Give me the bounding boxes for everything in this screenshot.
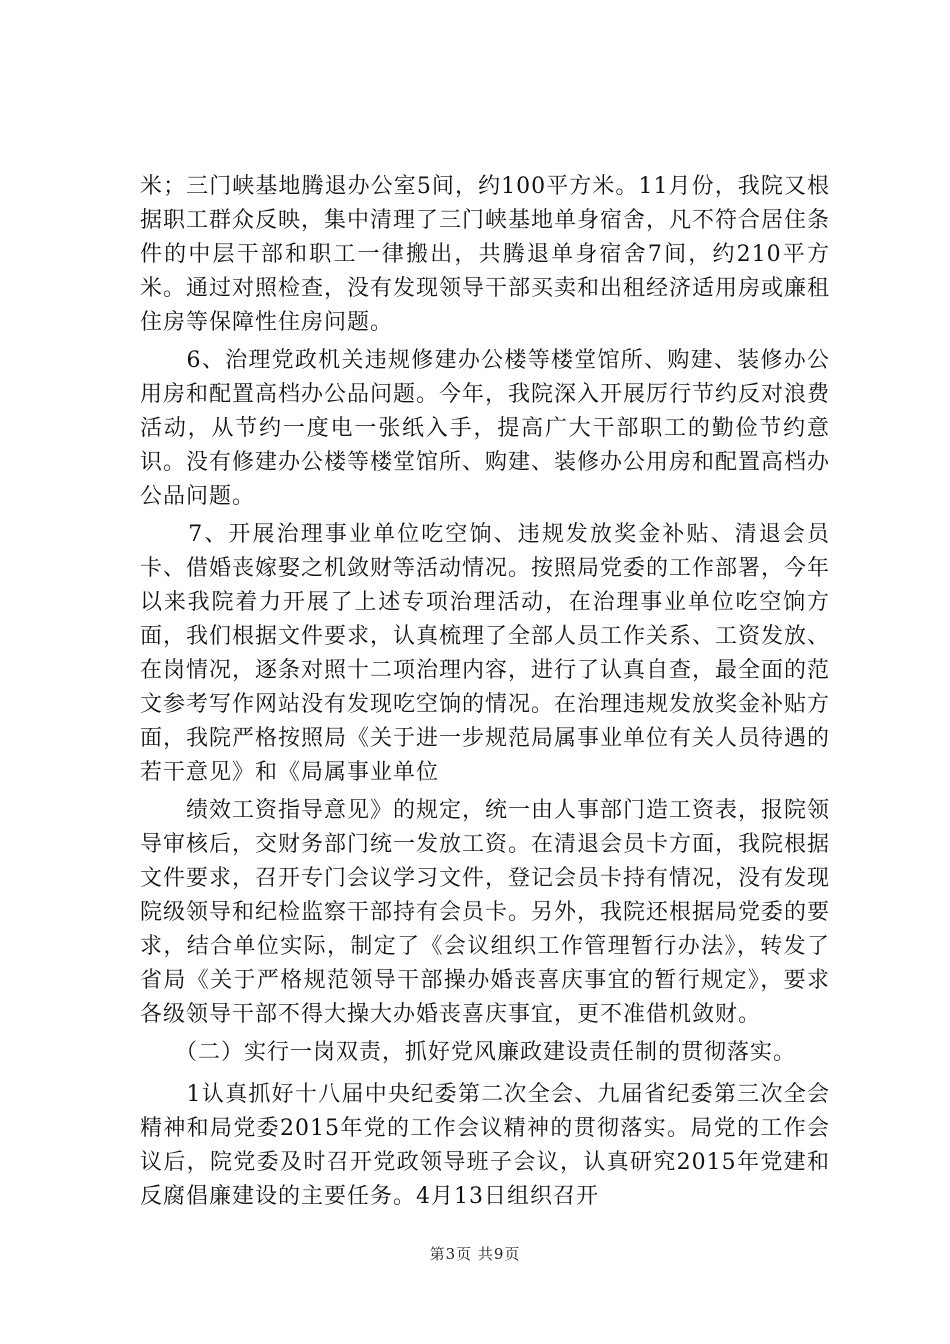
paragraph-housing-cleanup: 米；三门峡基地腾退办公室5间，约100平方米。11月份，我院又根据职工群众反映，集中清理了三门峡基地单身宿舍，凡不符合居住条件的中层干部和职工一律搬出，共腾退单身宿舍7间，约210平方米。通过对照检查，没有发现领导干部买卖和出租经济适用房或廉租住房等保障性住房问题。 [140,174,831,335]
page-footer: 第3页 共9页 [429,1245,521,1263]
paragraph-item-7-continued: 绩效工资指导意见》的规定，统一由人事部门造工资表，报院领导审核后，交财务部门统一发放工资。在清退会员卡方面，我院根据文件要求，召开专门会议学习文件，登记会员卡持有情况，没有发现院级领导和纪检监察干部持有会员卡。另外，我院还根据局党委的要求，结合单位实际，制定了《会议组织工作管理暂行办法》，转发了省局《关于严格规范领导干部操办婚丧喜庆事宜的暂行规定》，要求各级领导干部不得大操大办婚丧喜庆事宜，更不准借机敛财。 [140,798,831,1027]
document-body [140,170,830,1214]
section-heading-2: （二）实行一岗双责，抓好党风廉政建设责任制的贯彻落实。 [140,1040,797,1065]
paragraph-item-1: 1认真抓好十八届中央纪委第二次全会、九届省纪委第三次全会精神和局党委2015年党的工作会议精神的贯彻落实。局党的工作会议后，院党委及时召开党政领导班子会议，认真研究2015年党建和反腐倡廉建设的主要任务。4月13日组织召开 [140,1082,830,1209]
paragraph-item-7: 7、开展治理事业单位吃空饷、违规发放奖金补贴、清退会员卡、借婚丧嫁娶之机敛财等活动情况。按照局党委的工作部署，今年以来我院着力开展了上述专项治理活动，在治理事业单位吃空饷方面，我们根据文件要求，认真梳理了全部人员工作关系、工资发放、在岗情况，逐条对照十二项治理内容，进行了认真自查，最全面的范文参考写作网站没有发现吃空饷的情况。在治理违规发放奖金补贴方面，我院严格按照局《关于进一步规范局属事业单位有关人员待遇的若干意见》和《局属事业单位 [140,522,831,785]
paragraph-item-6: 6、治理党政机关违规修建办公楼等楼堂馆所、购建、装修办公用房和配置高档办公品问题。今年，我院深入开展厉行节约反对浪费活动，从节约一度电一张纸入手，提高广大干部职工的勤俭节约意识。没有修建办公楼等楼堂馆所、购建、装修办公用房和配置高档办公品问题。 [140,348,831,509]
